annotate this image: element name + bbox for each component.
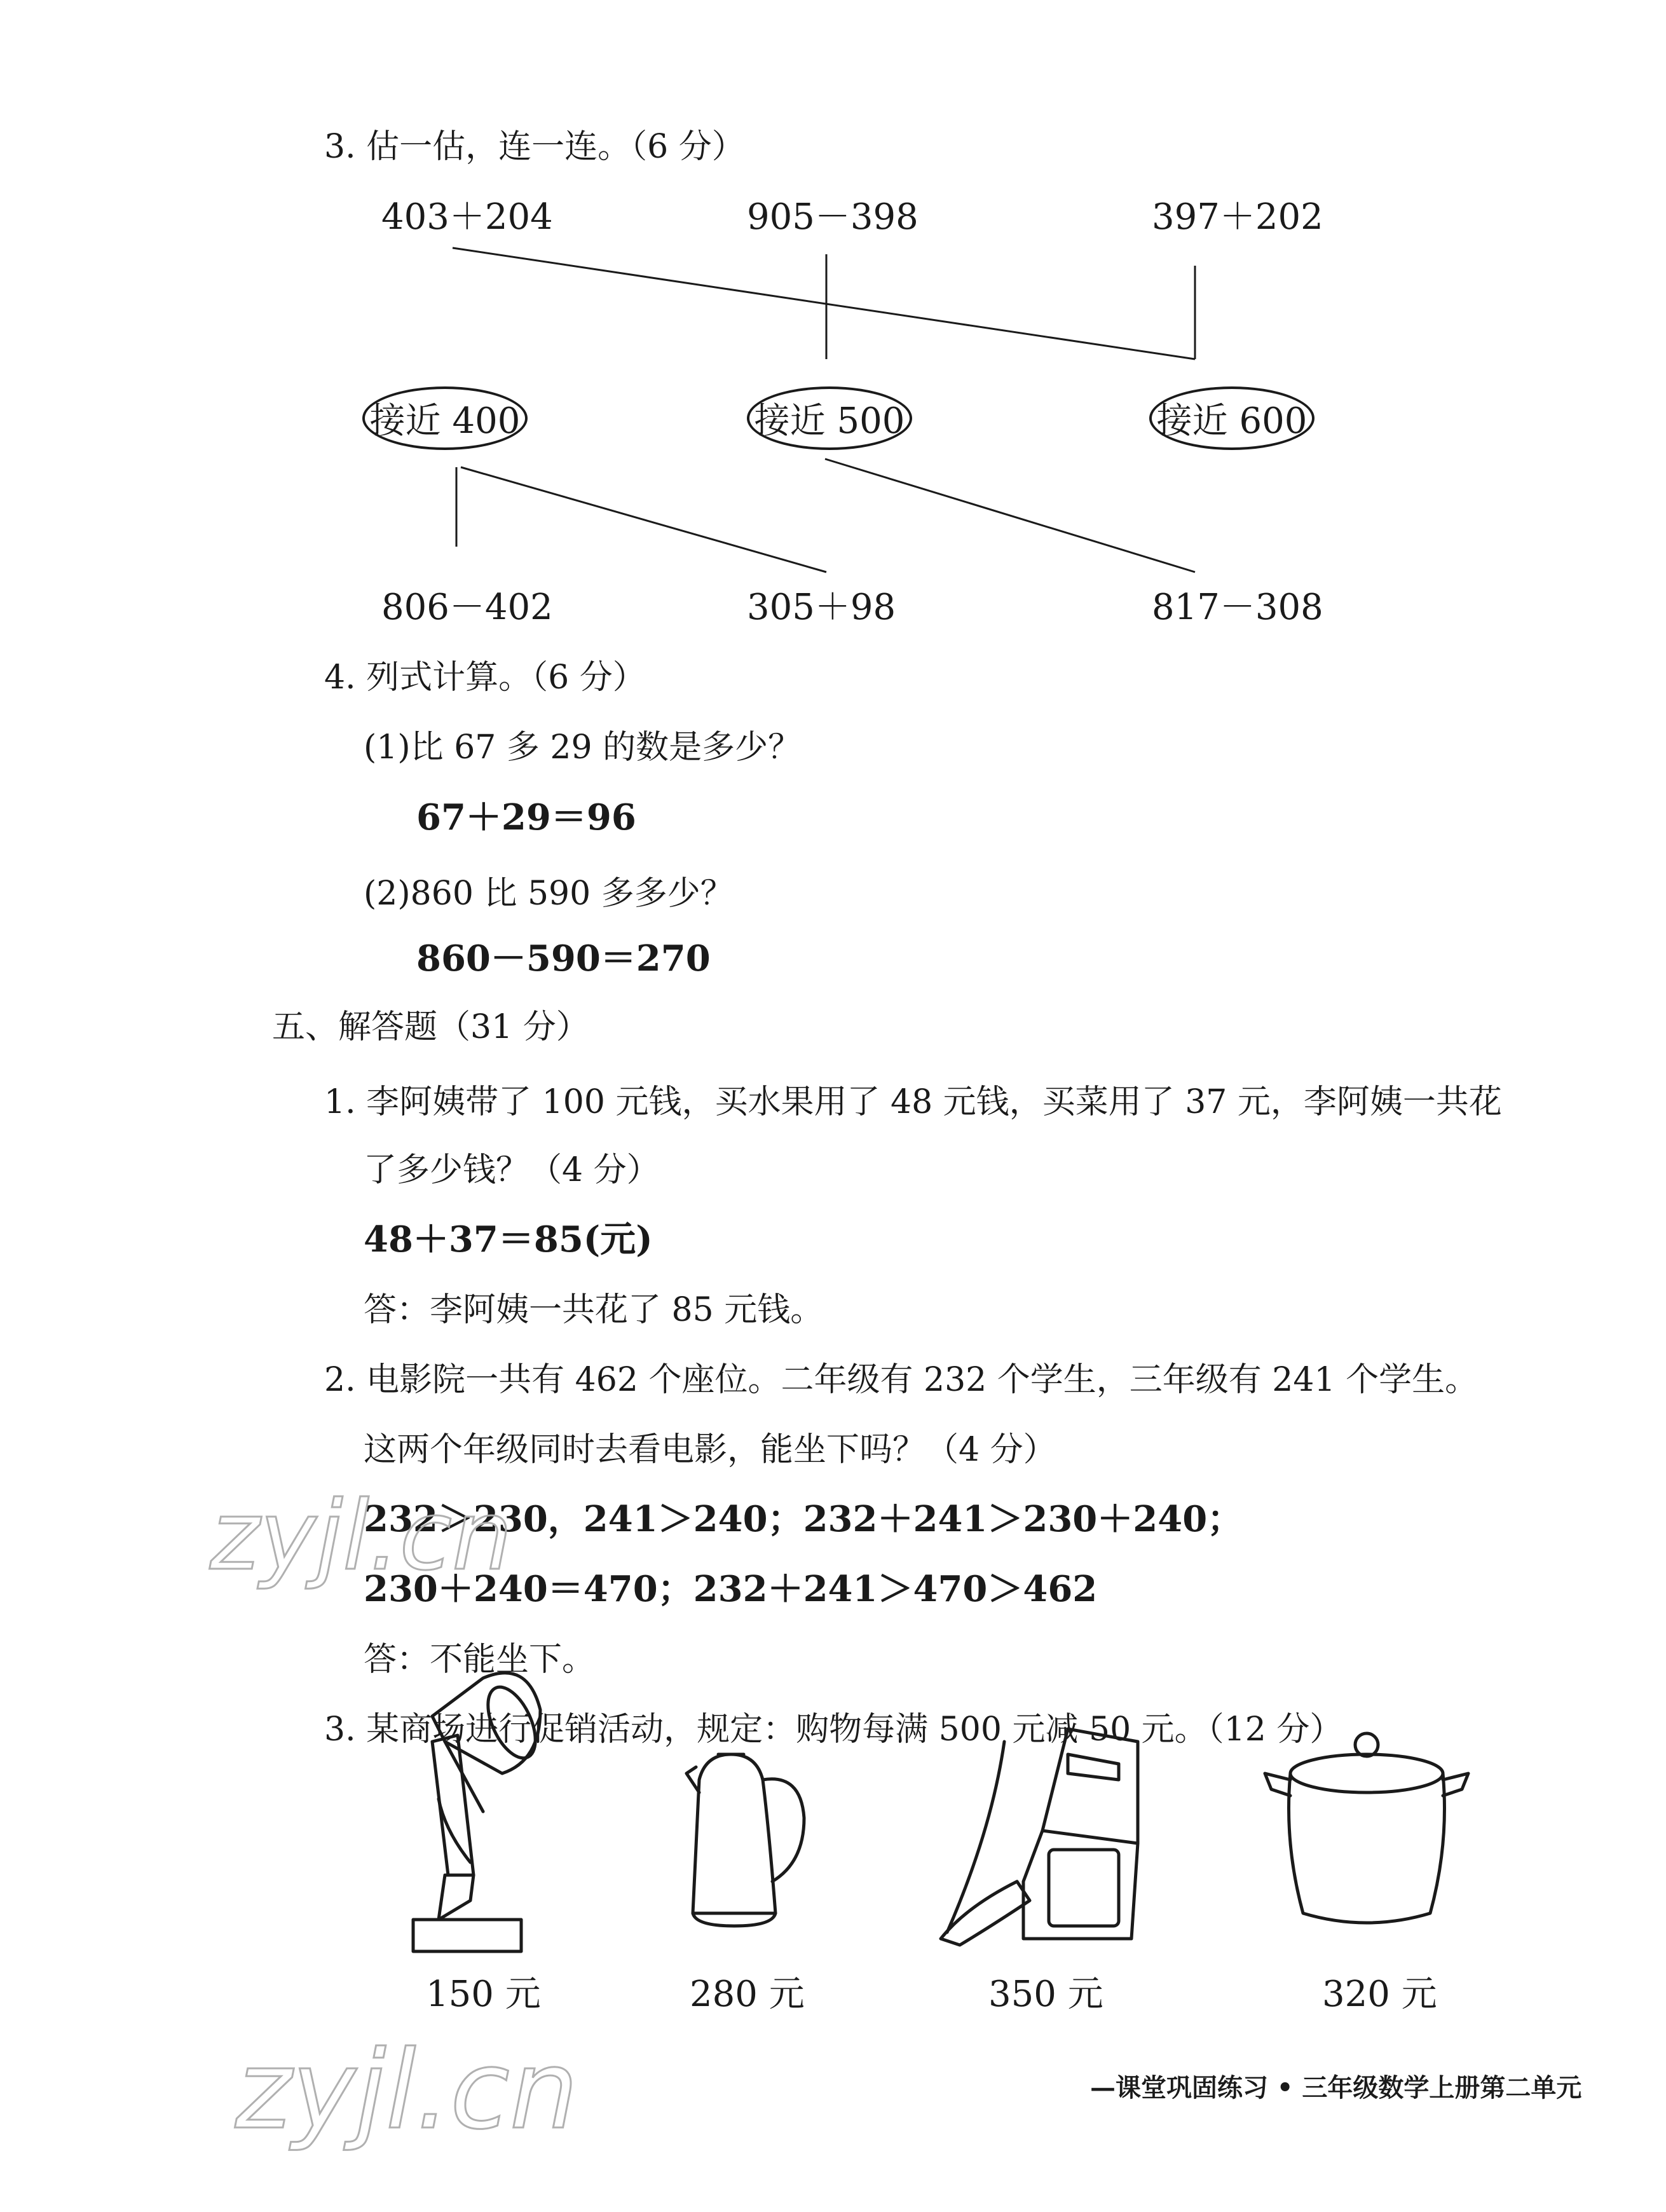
p2-question-line1: 2. 电影院一共有 462 个座位。二年级有 232 个学生，三年级有 241 个学生。 xyxy=(324,1361,1478,1399)
bottom-expr-2: 305＋98 xyxy=(747,587,896,628)
q3-title: 3. 估一估，连一连。（6 分） xyxy=(324,128,745,166)
watermark-logo: zyjl.cn xyxy=(235,2028,578,2154)
page-footer: —课堂巩固练习 • 三年级数学上册第二单元 xyxy=(1090,2073,1582,2103)
p2-calculation-line1: 232＞230，241＞240；232＋241＞230＋240； xyxy=(364,1498,1243,1540)
q4-title: 4. 列式计算。（6 分） xyxy=(324,659,646,697)
p2-answer: 答：不能坐下。 xyxy=(364,1641,596,1679)
telephone-icon xyxy=(941,1729,1138,1945)
electric-kettle-icon xyxy=(686,1754,804,1926)
oval-label: 接近 400 xyxy=(369,400,521,442)
q4-part1-question: (1)比 67 多 29 的数是多少？ xyxy=(364,728,802,767)
p1-answer: 答：李阿姨一共花了 85 元钱。 xyxy=(364,1291,824,1329)
p1-calculation: 48＋37＝85(元) xyxy=(364,1219,653,1260)
top-expr-1: 403＋204 xyxy=(381,196,553,238)
price-telephone: 350 元 xyxy=(988,1974,1103,2015)
watermark-logo: zyjl.cn xyxy=(210,1481,513,1592)
price-kettle: 280 元 xyxy=(690,1974,805,2015)
q4-part2-answer: 860－590＝270 xyxy=(416,938,711,980)
p1-question-line1: 1. 李阿姨带了 100 元钱，买水果用了 48 元钱，买菜用了 37 元，李阿姨一共花 xyxy=(324,1083,1502,1121)
cooking-pot-icon xyxy=(1265,1733,1468,1923)
price-desk-lamp: 150 元 xyxy=(426,1974,541,2015)
p3-question-line1: 3. 某商场进行促销活动，规定：购物每满 500 元减 50 元。（12 分） xyxy=(324,1710,1343,1749)
bottom-expr-1: 806－402 xyxy=(381,587,553,628)
section5-title: 五、解答题（31 分） xyxy=(272,1008,589,1046)
p1-question-line2: 了多少钱？（4 分） xyxy=(364,1151,660,1189)
p2-question-line2: 这两个年级同时去看电影，能坐下吗？（4 分） xyxy=(364,1431,1056,1469)
q4-part1-answer: 67＋29＝96 xyxy=(416,796,636,838)
p2-calculation-line2: 230＋240＝470；232＋241＞470＞462 xyxy=(364,1568,1098,1610)
oval-label: 接近 600 xyxy=(1156,400,1308,442)
price-pot: 320 元 xyxy=(1322,1974,1437,2015)
oval-label: 接近 500 xyxy=(754,400,905,442)
q4-part2-question: (2)860 比 590 多多少？ xyxy=(364,875,734,913)
desk-lamp-icon xyxy=(413,1673,545,1951)
bottom-expr-3: 817－308 xyxy=(1152,587,1323,628)
top-expr-2: 905－398 xyxy=(747,196,918,238)
top-expr-3: 397＋202 xyxy=(1152,196,1323,238)
